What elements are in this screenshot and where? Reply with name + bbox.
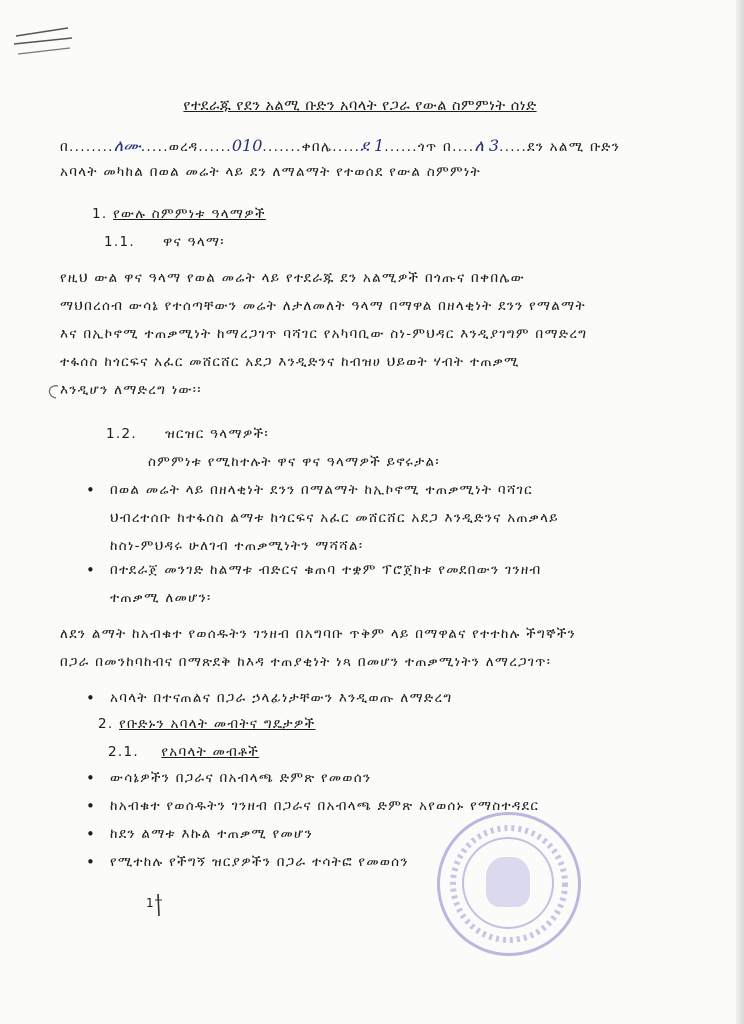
bullet-marker: •	[86, 481, 95, 499]
subsection-1-1	[104, 234, 225, 250]
bullet-b: አባላት በተናጠልና በጋራ ኃላፊነታቸውን እንዲወጡ ለማድረግ	[110, 690, 453, 706]
section1-heading	[92, 206, 266, 222]
signature-mark-icon	[152, 892, 166, 918]
bullet-marker: •	[86, 797, 95, 815]
para2-line-2: በጋራ በመንከባከብና በማጽደቅ ከእዳ ተጠያቂነት ነጻ በመሆን ተጠቃሚነትን ለማረጋገጥ፡	[60, 654, 552, 670]
section1-title: የውሉ ስምምነቱ ዓላማዎች	[113, 206, 266, 222]
margin-scribble-icon	[44, 382, 64, 402]
intro-word-year: ጎጥ በ	[417, 139, 453, 155]
subsection-2-1-title: የአባላት መብቶች	[161, 744, 260, 760]
intro-word-kebele: ቀበሌ	[301, 139, 333, 155]
intro-prefix: በ	[60, 139, 70, 155]
section1-number: 1.	[92, 206, 108, 222]
intro-line-1: በ........ለሙ.....ወረዳ......010.......ቀበሌ.....ደ 1......ጎጥ በ....ለ 3.....ደን አልሚ ቡድን	[60, 136, 621, 155]
rights-bullet-4: የሚተከሉ የችግኝ ዝርያዎችን በጋራ ተሳትፎ የመወሰን	[110, 854, 409, 870]
rights-bullet-3: ከደን ልማቱ እኩል ተጠቃሚ የመሆን	[110, 826, 313, 842]
rights-bullet-2: ከአብቁተ የወሰዱትን ገንዘብ በጋራና በአብላጫ ድምጽ አየወሰኑ የማስተዳደር	[110, 798, 540, 814]
page-number: 1	[146, 896, 155, 910]
handwritten-fill-2: 010	[231, 136, 263, 155]
bullet-marker: •	[86, 769, 95, 787]
subsection-1-1-title: ዋና ዓላማ፡	[162, 234, 225, 250]
section2-heading	[98, 716, 316, 732]
section2-number: 2.	[98, 716, 114, 732]
intro-line-2: አባላት መካከል በወል መሬት ላይ ደን ለማልማት የተወሰደ የውል ስምምነት	[60, 164, 481, 180]
scan-edge	[736, 0, 744, 1024]
bullet-marker: •	[86, 853, 95, 871]
bullet-a2-line-2: ተጠቃሚ ለመሆን፡	[110, 590, 212, 606]
bullet-a2-line-1: በተደራጀ መንገድ ከልማቱ ብድርና ቁጠባ ተቋም ፕሮጀክቱ የመደበውን ገንዘብ	[110, 562, 542, 578]
subsection-1-2-title: ዝርዝር ዓላማዎች፡	[164, 426, 269, 442]
handwritten-fill-1: ለሙ	[113, 136, 141, 155]
handwritten-fill-3: ደ 1	[360, 136, 385, 155]
bullet-marker: •	[86, 561, 95, 579]
para1-line-2: ማህበረሰብ ውሳኔ የተሰጣቸውን መሬት ለታለመለት ዓላማ በማዋል በዘላቂነት ደንን የማልማት	[60, 298, 586, 314]
stamp-ring-pattern	[440, 815, 578, 953]
bullet-a1-line-3: ከስነ-ምህዳሩ ሁለገብ ተጠቃሚነትን ማሻሻል፡	[110, 538, 364, 554]
subsection-1-2	[106, 426, 269, 442]
bullet-a1-line-1: በወል መሬት ላይ በዘላቂነት ደንን በማልማት ከኢኮኖሚ ተጠቃሚነት ባሻገር	[110, 482, 533, 498]
para2-line-1: ለደን ልማት ከአብቁተ የወሰዱትን ገንዘብ በአግባቡ ጥቅም ላይ በማዋልና የተተከሉ ችግኞችን	[60, 626, 577, 642]
subsection-2-1	[108, 744, 259, 760]
subsection-1-1-number: 1.1.	[104, 234, 135, 250]
document-title: የተደራጁ የደን አልሚ ቡድን አባላት የጋራ የውል ስምምነት ሰነድ	[183, 98, 537, 114]
para1-line-3: እና በኢኮኖሚ ተጠቃሚነት ከማረጋገጥ ባሻገር የአካባቢው ስነ-ምህዳር እንዲያገግም በማድረግ	[60, 326, 588, 342]
subsection-1-2-intro: ስምምነቱ የሚከተሉት ዋና ዋና ዓላማዎች ይኖሩታል፡	[148, 454, 440, 470]
rights-bullet-1: ውሳኔዎችን በጋራና በአብላጫ ድምጽ የመወሰን	[110, 770, 372, 786]
subsection-1-2-number: 1.2.	[106, 426, 137, 442]
para1-line-4: ተፋሰስ ከጎርፍና አፈር መሸርሸር አደጋ እንዲድንና ከብዝሀ ህይወት ሃብት ተጠቃሚ	[60, 354, 520, 370]
para1-line-5: እንዲሆን ለማድረግ ነው፡፡	[60, 382, 202, 398]
bullet-a1-line-2: ህብረተሰቡ ከተፋሰስ ልማቱ ከጎርፍና አፈር መሸርሸር አደጋ እንዲድንና አጠቃላይ	[110, 510, 559, 526]
para1-line-1: የዚህ ውል ዋና ዓላማ የወል መሬት ላይ የተደራጁ ደን አልሚዎች በጎጡና በቀበሌው	[60, 270, 525, 286]
intro-word-zone: ወረዳ	[168, 139, 199, 155]
scribble-mark	[10, 22, 80, 62]
intro-suffix: ደን አልሚ ቡድን	[527, 139, 621, 155]
official-stamp	[437, 812, 581, 956]
handwritten-fill-4: ለ 3	[474, 136, 500, 155]
section2-title: የቡድኑን አባላት መብትና ግዴታዎች	[119, 716, 316, 732]
bullet-marker: •	[86, 825, 95, 843]
bullet-marker: •	[86, 689, 95, 707]
subsection-2-1-number: 2.1.	[108, 744, 139, 760]
